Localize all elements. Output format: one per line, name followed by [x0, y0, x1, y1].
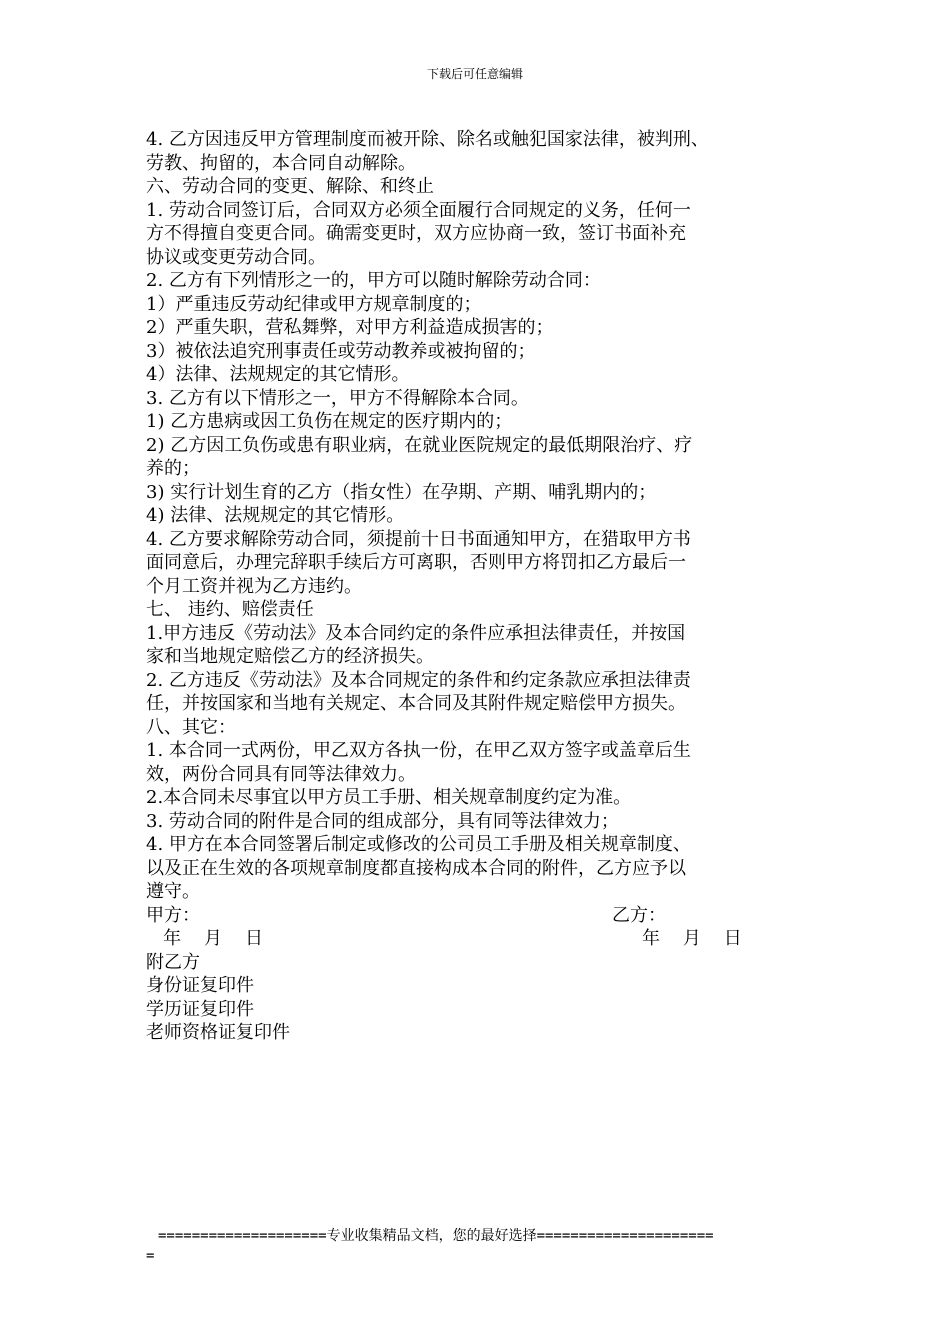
section-heading: 八、其它： — [146, 716, 236, 738]
date-row — [146, 927, 816, 951]
text-line: 面同意后，办理完辞职手续后方可离职，否则甲方将罚扣乙方最后一 — [146, 552, 686, 573]
text-line: 1. 劳动合同签订后，合同双方必须全面履行合同规定的义务，任何一 — [146, 199, 691, 221]
signature-row — [146, 904, 816, 928]
attachment-heading: 附乙方 — [146, 951, 200, 973]
attachment-item: 学历证复印件 — [146, 998, 254, 1020]
section-heading: 六、劳动合同的变更、解除、和终止 — [146, 176, 434, 197]
text-line: 4）法律、法规规定的其它情形。 — [146, 364, 410, 385]
text-line: 4. 甲方在本合同签署后制定或修改的公司员工手册及相关规章制度、 — [146, 834, 691, 855]
text-line: 3) 实行计划生育的乙方（指女性）在孕期、产期、哺乳期内的； — [146, 481, 657, 503]
text-line: 任，并按国家和当地有关规定、本合同及其附件规定赔偿甲方损失。 — [146, 693, 686, 714]
text-line: 劳教、拘留的，本合同自动解除。 — [146, 152, 416, 174]
section-heading: 七、 违约、赔偿责任 — [146, 599, 314, 620]
text-line: 4. 乙方要求解除劳动合同，须提前十日书面通知甲方，在猎取甲方书 — [146, 528, 691, 550]
footer-banner: ====================专业收集精品文档，您的最好选择===================== — [158, 1228, 714, 1244]
text-line: 2) 乙方因工负伤或患有职业病，在就业医院规定的最低期限治疗、疗 — [146, 434, 693, 456]
document-body — [146, 128, 816, 1045]
text-line: 个月工资并视为乙方违约。 — [146, 575, 362, 597]
text-line: 效，两份合同具有同等法律效力。 — [146, 763, 416, 785]
text-line: 协议或变更劳动合同。 — [146, 246, 326, 268]
party-b-date: 年 月 日 — [642, 928, 742, 949]
text-line: 3. 乙方有以下情形之一，甲方不得解除本合同。 — [146, 387, 529, 409]
text-line: 2）严重失职，营私舞弊，对甲方利益造成损害的； — [146, 317, 554, 338]
footer-banner-tail: = — [146, 1248, 155, 1264]
text-line: 1）严重违反劳动纪律或甲方规章制度的； — [146, 293, 482, 315]
text-line: 遵守。 — [146, 881, 200, 902]
text-line: 养的； — [146, 458, 200, 479]
text-line: 1.甲方违反《劳动法》及本合同约定的条件应承担法律责任，并按国 — [146, 622, 686, 644]
attachment-item: 老师资格证复印件 — [146, 1022, 290, 1043]
text-line: 方不得擅自变更合同。确需变更时，双方应协商一致，签订书面补充 — [146, 223, 686, 244]
attachment-item: 身份证复印件 — [146, 975, 254, 996]
text-line: 3）被依法追究刑事责任或劳动教养或被拘留的； — [146, 340, 536, 362]
text-line: 2. 乙方违反《劳动法》及本合同规定的条件和约定条款应承担法律责 — [146, 669, 691, 691]
text-line: 2.本合同未尽事宜以甲方员工手册、相关规章制度约定为准。 — [146, 787, 632, 808]
text-line: 1) 乙方患病或因工负伤在规定的医疗期内的； — [146, 411, 513, 432]
text-line: 1. 本合同一式两份，甲乙双方各执一份，在甲乙双方签字或盖章后生 — [146, 740, 691, 761]
party-a-date: 年 月 日 — [146, 928, 263, 949]
party-a-label: 甲方： — [146, 904, 200, 926]
text-line: 4) 法律、法规规定的其它情形。 — [146, 505, 405, 526]
text-line: 家和当地规定赔偿乙方的经济损失。 — [146, 646, 434, 667]
text-line: 4. 乙方因违反甲方管理制度而被开除、除名或触犯国家法律，被判刑、 — [146, 129, 709, 150]
page-footer — [146, 1226, 826, 1266]
text-line: 2. 乙方有下列情形之一的，甲方可以随时解除劳动合同： — [146, 270, 601, 291]
page-header: 下载后可任意编辑 — [426, 67, 523, 81]
text-line: 3. 劳动合同的附件是合同的组成部分，具有同等法律效力； — [146, 810, 619, 832]
text-line: 以及正在生效的各项规章制度都直接构成本合同的附件，乙方应予以 — [146, 857, 686, 879]
party-b-label: 乙方： — [612, 904, 666, 926]
